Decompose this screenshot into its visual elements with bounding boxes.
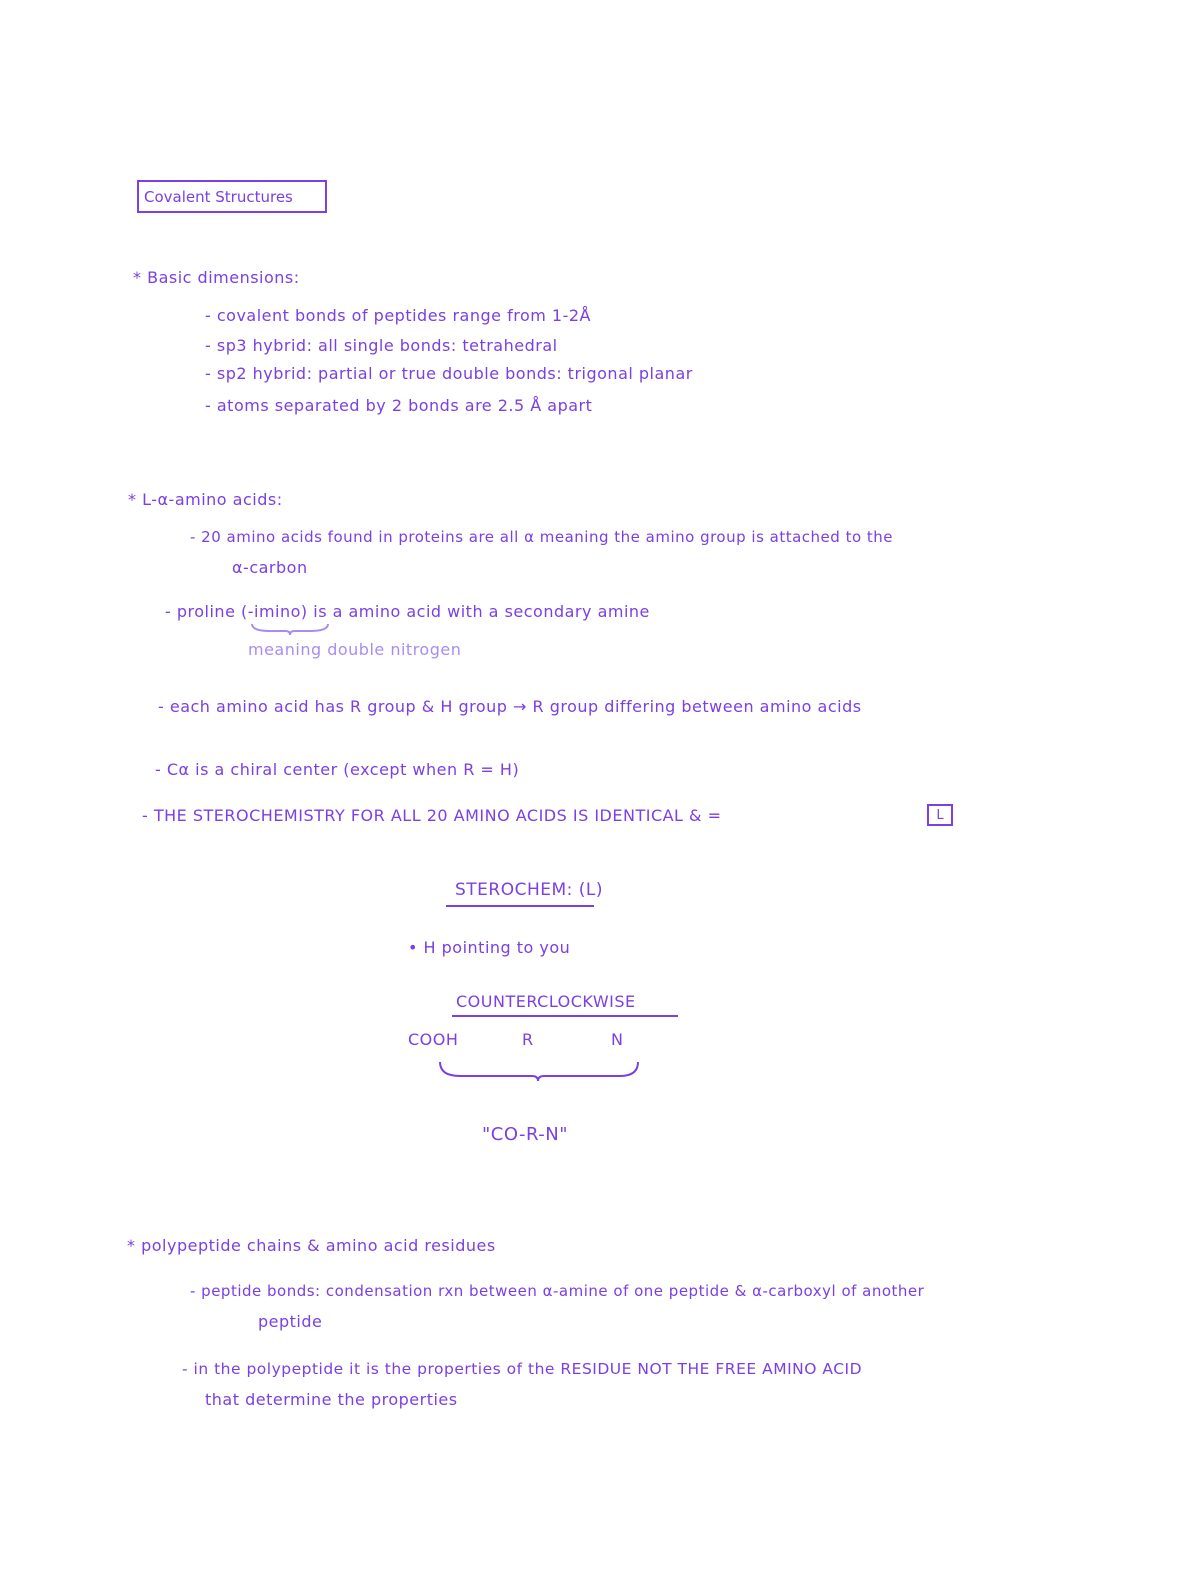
counterclockwise-underline — [452, 1015, 678, 1017]
group-n: N — [611, 1030, 624, 1049]
group-cooh: COOH — [408, 1030, 459, 1049]
bullet-basic-3: - sp2 hybrid: partial or true double bonds: trigonal planar — [205, 364, 693, 383]
group-r: R — [522, 1030, 534, 1049]
bullet-basic-2: - sp3 hybrid: all single bonds: tetrahedral — [205, 336, 558, 355]
proline-underbrace — [250, 622, 330, 636]
bullet-alpha-1-line1: - 20 amino acids found in proteins are all α meaning the amino group is attached to the — [190, 528, 894, 546]
section-heading-alpha: * L-α-amino acids: — [128, 490, 283, 509]
section-heading-basic: * Basic dimensions: — [133, 268, 300, 287]
counterclockwise-label: COUNTERCLOCKWISE — [456, 992, 636, 1011]
bullet-poly-1-line2: peptide — [258, 1312, 323, 1331]
bullet-alpha-2-note: meaning double nitrogen — [248, 640, 462, 659]
stereochem-heading: STEROCHEM: (L) — [455, 880, 604, 900]
groups-underbrace — [438, 1060, 642, 1082]
stereochem-underline — [446, 905, 594, 907]
bullet-alpha-5: - THE STEROCHEMISTRY FOR ALL 20 AMINO ACIDS IS IDENTICAL & = — [142, 806, 722, 825]
bullet-alpha-1-line2: α-carbon — [232, 558, 308, 577]
bullet-alpha-2: - proline (-imino) is a amino acid with a secondary amine — [165, 602, 650, 621]
stereochem-note: • H pointing to you — [408, 938, 571, 957]
mnemonic: "CO-R-N" — [482, 1124, 569, 1145]
bullet-poly-1-line1: - peptide bonds: condensation rxn between α-amine of one peptide & α-carboxyl of another — [190, 1282, 925, 1300]
bullet-alpha-4: - Cα is a chiral center (except when R = H) — [155, 760, 520, 779]
bullet-poly-2-line1: - in the polypeptide it is the properties of the RESIDUE NOT THE FREE AMINO ACID — [182, 1360, 863, 1378]
section-heading-polypeptide: * polypeptide chains & amino acid residues — [127, 1236, 496, 1255]
bullet-poly-2-line2: that determine the properties — [205, 1390, 458, 1409]
bullet-basic-4: - atoms separated by 2 bonds are 2.5 Å apart — [205, 396, 593, 415]
page-title: Covalent Structures — [137, 180, 327, 213]
bullet-alpha-3: - each amino acid has R group & H group → R group differing between amino acids — [158, 697, 862, 716]
bullet-basic-1: - covalent bonds of peptides range from 1-2Å — [205, 306, 591, 325]
l-config-box: L — [927, 804, 953, 826]
